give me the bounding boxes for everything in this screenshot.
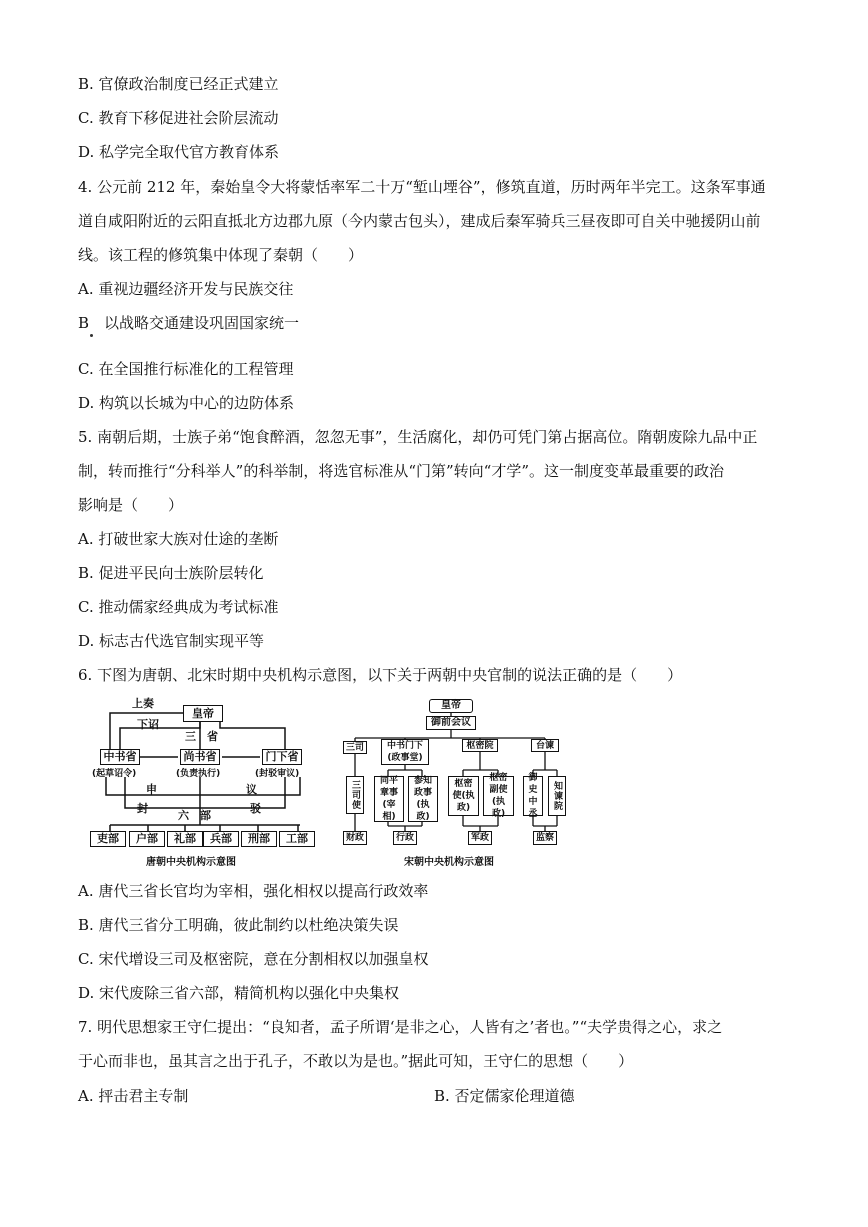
- song-zhijianyuan-box: 知谏院: [548, 776, 566, 816]
- q4-stem-line-2: 道自咸阳附近的云阳直抵北方边郡九原（今内蒙古包头），建成后秦军骑兵三昼夜即可自关中驰援阴山前: [78, 212, 761, 230]
- tang-zhongshu-role: (起草诏令): [92, 769, 137, 779]
- q5-option-b: B. 促进平民向士族阶层转化: [78, 564, 264, 582]
- song-jiancha-box: 监察: [533, 831, 557, 845]
- song-tongping-box: 同平章事(宰相): [374, 776, 404, 822]
- q6-option-d: D. 宋代废除三省六部，精简机构以强化中央集权: [78, 984, 400, 1002]
- tang-menxia-role: (封驳审议): [255, 769, 300, 779]
- q6-option-c: C. 宋代增设三司及枢密院，意在分割相权以加强皇权: [78, 950, 429, 968]
- tang-menxia-box: 门下省: [262, 749, 302, 765]
- song-shumishi-box: 枢密使(执政): [448, 776, 479, 816]
- q4-option-b: B 以战略交通建设巩固国家统一: [78, 314, 300, 332]
- tang-shangshu-box: 尚书省: [180, 749, 220, 765]
- q7-stem-line-2: 于心而非也，虽其言之出于孔子，不敢以为是也。”据此可知，王守仁的思想（ ）: [78, 1052, 634, 1070]
- q3-option-d: D. 私学完全取代官方教育体系: [78, 143, 280, 161]
- tang-ministry-hu: 户部: [129, 831, 165, 847]
- tang-caption: 唐朝中央机构示意图: [146, 857, 236, 868]
- q5-stem-line-2: 制，转而推行“分科举人”的科举制，将选官标准从“门第”转向“才学”。这一制度变革最重要的政治: [78, 462, 725, 480]
- song-zhongshu-menxia-label: 中书门下: [386, 741, 423, 751]
- q5-stem-line-1: 5. 南朝后期，士族子弟“饱食醉酒，忽忽无事”，生活腐化，却仍可凭门第占据高位。隋朝废除九品中正: [78, 428, 758, 446]
- song-zhongshu-menxia-box: [381, 739, 429, 765]
- q7-option-a: A. 抨击君主专制: [78, 1087, 189, 1105]
- song-canzhi-box: 参知政事(执政): [408, 776, 438, 822]
- q7-option-b: B. 否定儒家伦理道德: [434, 1087, 575, 1105]
- tang-liubu-label: 六 部: [178, 809, 211, 822]
- q4-stem-line-1: 4. 公元前 212 年，秦始皇令大将蒙恬率军二十万“堑山堙谷”，修筑直道，历时两年半完工。这条军事通: [78, 178, 766, 196]
- q7-stem-line-1: 7. 明代思想家王守仁提出：“良知者，孟子所谓‘是非之心，人皆有之’者也。”“夫学贵得之心，求之: [78, 1018, 723, 1036]
- tang-zhongshu-box: 中书省: [100, 749, 140, 765]
- tang-shangzou-label: 上奏: [132, 697, 154, 710]
- tang-ministry-li: 吏部: [90, 831, 126, 847]
- q3-option-b: B. 官僚政治制度已经正式建立: [78, 75, 279, 93]
- tang-bo-label: 驳: [250, 802, 261, 815]
- q3-option-c: C. 教育下移促进社会阶层流动: [78, 109, 279, 127]
- song-caizheng-box: 财政: [343, 831, 367, 845]
- q4-option-c: C. 在全国推行标准化的工程管理: [78, 360, 294, 378]
- q4-stem-line-3: 线。该工程的修筑集中体现了秦朝（ ）: [78, 246, 364, 264]
- q4-option-d: D. 构筑以长城为中心的边防体系: [78, 394, 295, 412]
- tang-xiazhao-label: 下诏: [137, 718, 159, 731]
- song-caption: 宋朝中央机构示意图: [404, 857, 494, 868]
- song-xingzheng-box: 行政: [393, 831, 417, 845]
- q5-stem-line-3: 影响是（ ）: [78, 496, 184, 514]
- q5-option-d: D. 标志古代选官制实现平等: [78, 632, 265, 650]
- tang-ministry-gong: 工部: [279, 831, 315, 847]
- q6-option-b: B. 唐代三省分工明确，彼此制约以杜绝决策失误: [78, 916, 399, 934]
- q6-option-a: A. 唐代三省长官均为宰相，强化相权以提高行政效率: [78, 882, 429, 900]
- song-shumiyuan-box: 枢密院: [462, 739, 498, 752]
- q5-option-c: C. 推动儒家经典成为考试标准: [78, 598, 279, 616]
- q4-option-a: A. 重视边疆经济开发与民族交往: [78, 280, 294, 298]
- tang-ministry-li2: 礼部: [167, 831, 203, 847]
- tang-shen-label: 申: [146, 783, 157, 796]
- song-shumifushi-box: 枢密副使(执政): [483, 776, 514, 816]
- song-taijian-box: 台谏: [531, 739, 559, 752]
- tang-ministry-xing: 刑部: [241, 831, 277, 847]
- q6-stem: 6. 下图为唐朝、北宋时期中央机构示意图，以下关于两朝中央官制的说法正确的是（ ）: [78, 666, 683, 684]
- song-sansi-box: 三司: [343, 741, 367, 754]
- tang-yi-label: 议: [246, 783, 257, 796]
- tang-feng-label: 封: [137, 802, 148, 815]
- song-sansishi-box: 三司使: [346, 776, 364, 814]
- tang-shangshu-role: (负责执行): [176, 769, 221, 779]
- song-yushi-box: 御史中丞: [523, 776, 543, 816]
- tang-sansheng-label: 三 省: [185, 730, 218, 743]
- song-junzheng-box: 军政: [468, 831, 492, 845]
- song-council-box: 御前会议: [426, 716, 476, 730]
- song-emperor-box: 皇帝: [429, 699, 473, 713]
- q5-option-a: A. 打破世家大族对仕途的垄断: [78, 530, 279, 548]
- song-zhengshitang-label: (政事堂): [387, 753, 423, 763]
- tang-emperor-box: 皇帝: [183, 705, 223, 722]
- tang-ministry-bing: 兵部: [203, 831, 239, 847]
